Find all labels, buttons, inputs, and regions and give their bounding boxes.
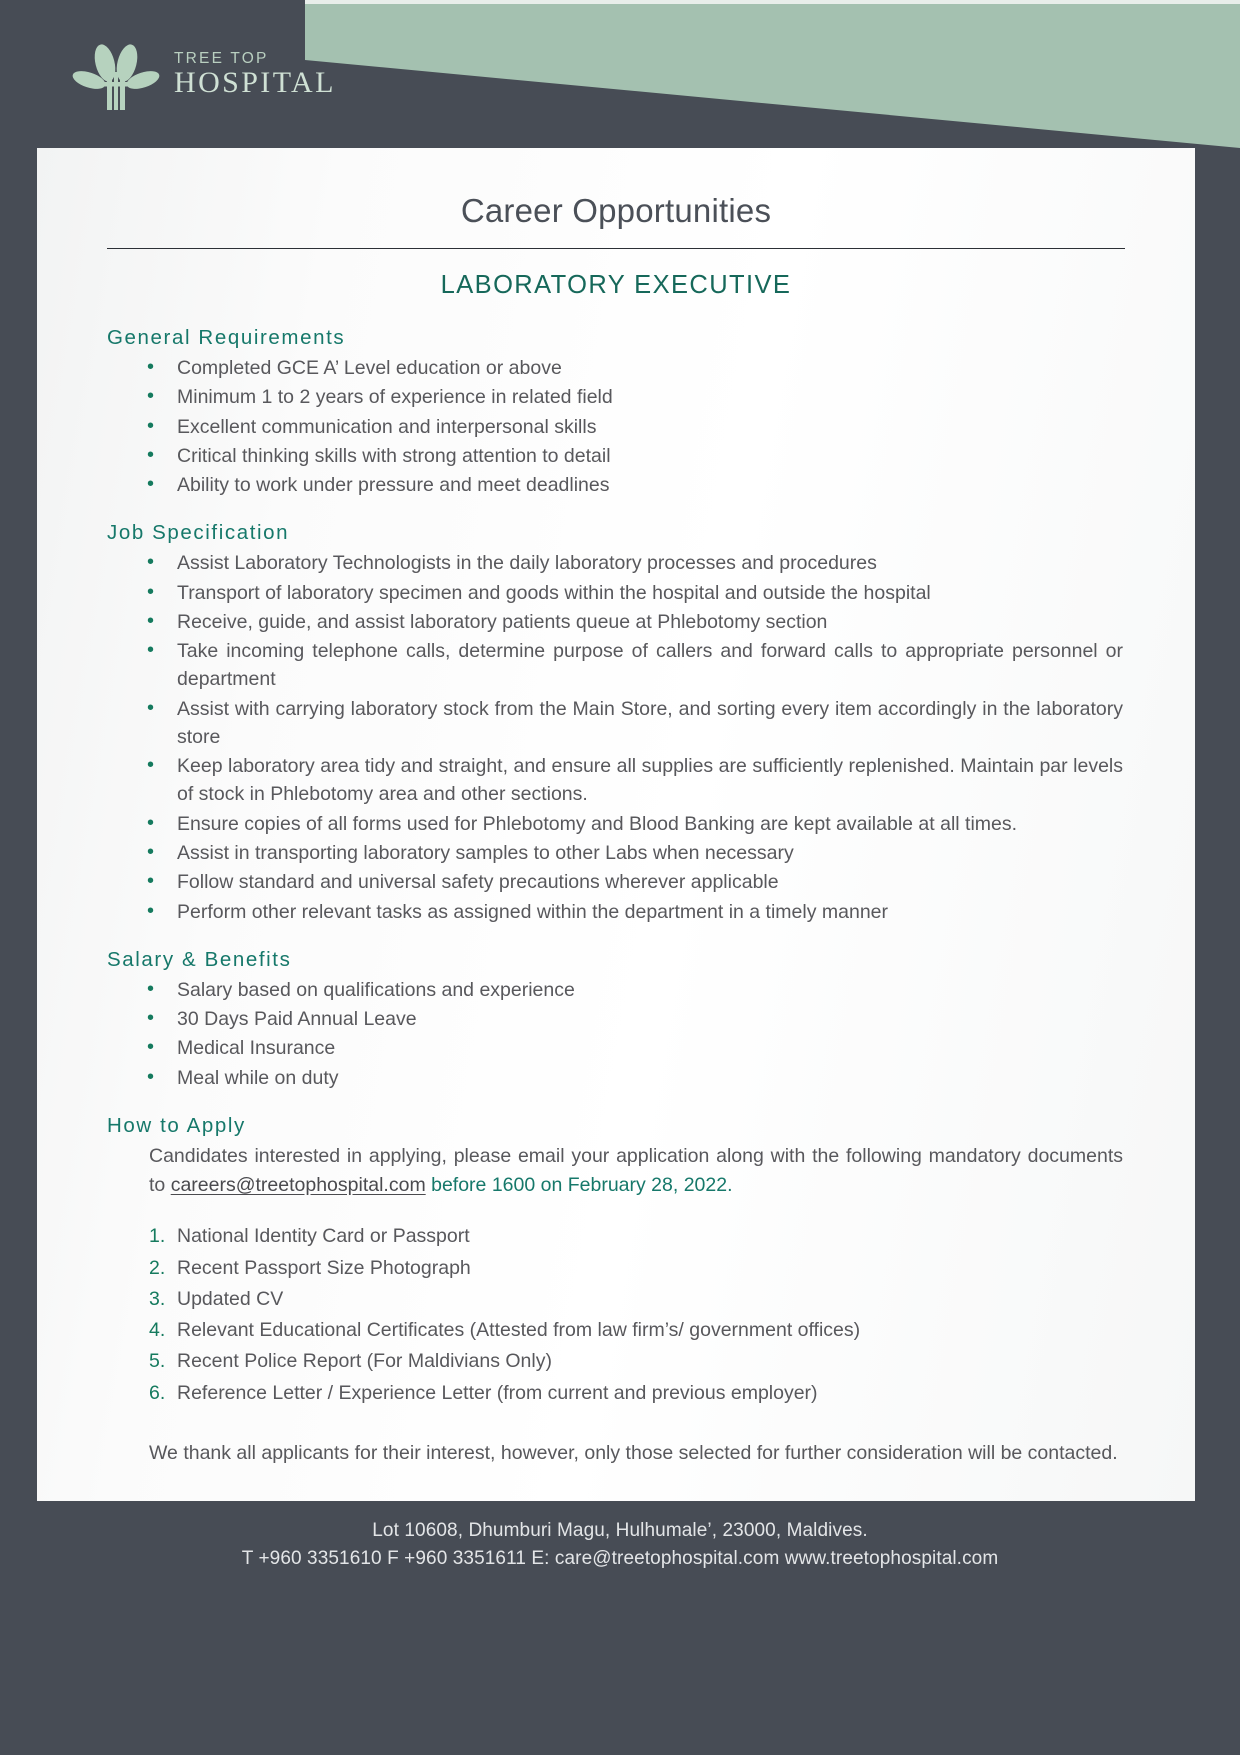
general-requirements-list: [107, 354, 1125, 499]
salary-benefits-list: [107, 976, 1125, 1092]
list-item: • Meal while on duty: [107, 1064, 1125, 1092]
footer-contact: T +960 3351610 F +960 3351611 E: care@treetophospital.com www.treetophospital.com: [241, 1547, 999, 1569]
tree-leaves-icon: [72, 36, 160, 110]
apply-deadline: before 1600 on February 28, 2022.: [425, 1174, 733, 1197]
list-item: • Critical thinking skills with strong attention to detail: [107, 442, 1125, 470]
section-job-specification: [107, 521, 1125, 925]
section-general-requirements: [107, 326, 1125, 499]
list-item: • Transport of laboratory specimen and goods within the hospital and outside the hospital: [107, 579, 1125, 607]
list-item: • Assist with carrying laboratory stock from the Main Store, and sorting every item accordingly in the laboratory store: [107, 695, 1125, 752]
list-item: Recent Passport Size Photograph: [177, 1256, 471, 1279]
brand-name-line1: TREE TOP: [174, 49, 269, 67]
list-item: • Follow standard and universal safety precautions wherever applicable: [107, 868, 1125, 896]
section-heading: How to Apply: [107, 1113, 246, 1137]
list-item: • Assist Laboratory Technologists in the daily laboratory processes and procedures: [107, 549, 1125, 577]
list-item: • Ability to work under pressure and meet deadlines: [107, 471, 1125, 499]
document-sheet: [37, 148, 1195, 1501]
list-item: • Keep laboratory area tidy and straight, and ensure all supplies are sufficiently replenished. Maintain par levels of stock in Phlebotomy area and other sections.: [107, 752, 1125, 809]
apply-email-link[interactable]: careers@treetophospital.com: [170, 1174, 426, 1197]
list-item: • Minimum 1 to 2 years of experience in related field: [107, 383, 1125, 411]
footer-address: Lot 10608, Dhumburi Magu, Hulhumale’, 23000, Maldives.: [372, 1520, 868, 1541]
list-item: • Take incoming telephone calls, determine purpose of callers and forward calls to appropriate personnel or department: [107, 637, 1125, 694]
list-item: • Excellent communication and interpersonal skills: [107, 413, 1125, 441]
list-item: • Receive, guide, and assist laboratory patients queue at Phlebotomy section: [107, 608, 1125, 636]
section-salary-benefits: [107, 948, 1125, 1092]
section-how-to-apply: [107, 1114, 1125, 1468]
title-divider: [107, 248, 1125, 249]
apply-instructions: [107, 1142, 1125, 1201]
page-header: [0, 0, 1240, 148]
list-item: • Perform other relevant tasks as assigned within the department in a timely manner: [107, 898, 1125, 926]
section-heading: Job Specification: [107, 521, 290, 545]
closing-statement: We thank all applicants for their interest, however, only those selected for further consideration will be contacted.: [149, 1441, 1118, 1464]
job-specification-list: [107, 549, 1125, 925]
page-footer: [0, 1501, 1240, 1755]
brand-name-line2: HOSPITAL: [174, 65, 336, 99]
list-item: Recent Police Report (For Maldivians Only): [177, 1350, 552, 1373]
list-item: • Completed GCE A’ Level education or above: [107, 354, 1125, 382]
list-item: • Medical Insurance: [107, 1034, 1125, 1062]
list-item: • Ensure copies of all forms used for Phlebotomy and Blood Banking are kept available at all times.: [107, 810, 1125, 838]
page-title: Career Opportunities: [460, 192, 772, 229]
list-item: Updated CV: [177, 1287, 284, 1310]
list-item: Reference Letter / Experience Letter (from current and previous employer): [177, 1381, 818, 1404]
list-item: National Identity Card or Passport: [177, 1225, 470, 1248]
brand-logo: [72, 36, 336, 110]
apply-instructions-text: Candidates interested in applying, please email your application along with the following mandatory documents to: [149, 1144, 1123, 1197]
required-documents-list: [107, 1222, 1125, 1407]
list-item: • Salary based on qualifications and experience: [107, 976, 1125, 1004]
section-heading: Salary & Benefits: [107, 947, 292, 971]
list-item: • 30 Days Paid Annual Leave: [107, 1005, 1125, 1033]
section-heading: General Requirements: [107, 326, 346, 349]
list-item: • Assist in transporting laboratory samples to other Labs when necessary: [107, 839, 1125, 867]
list-item: Relevant Educational Certificates (Attested from law firm’s/ government offices): [177, 1319, 861, 1342]
job-title: LABORATORY EXECUTIVE: [440, 271, 792, 299]
